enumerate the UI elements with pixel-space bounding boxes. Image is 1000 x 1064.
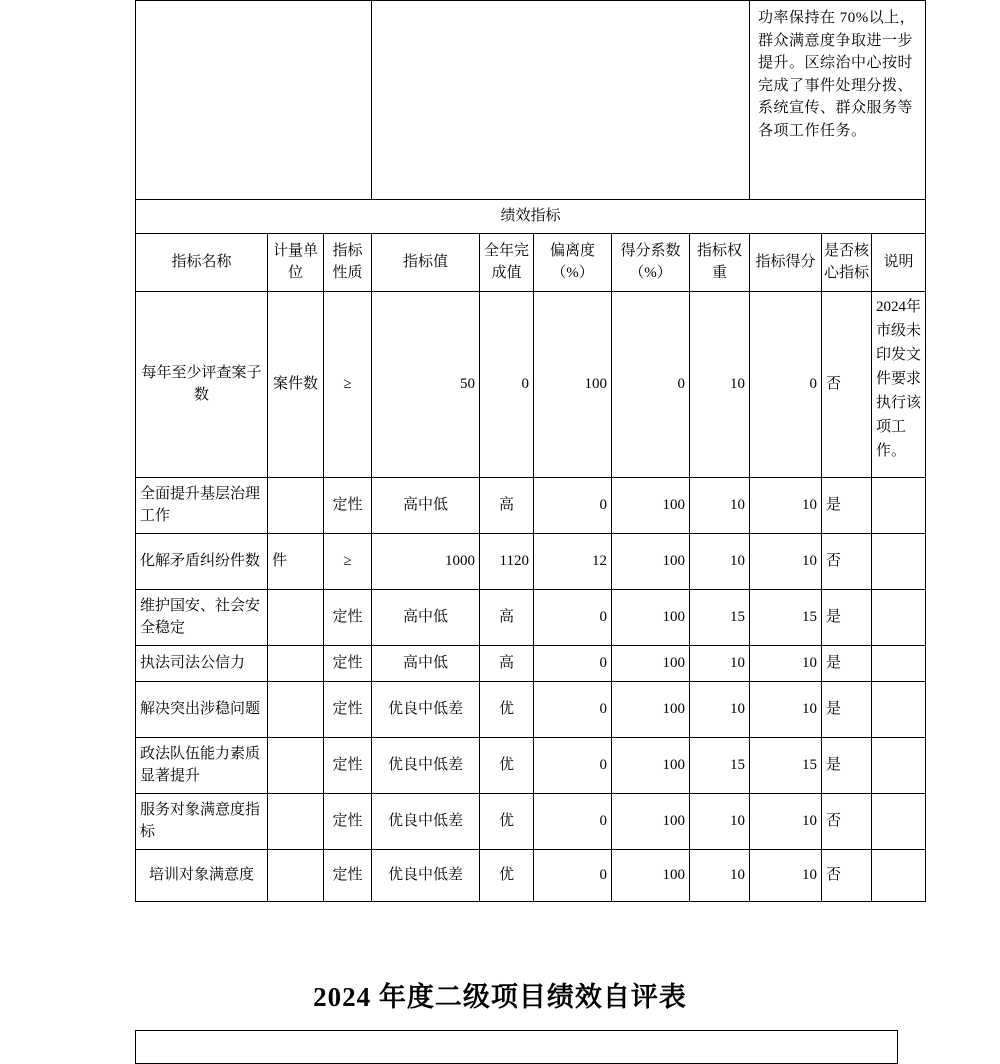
cell-note xyxy=(872,681,926,737)
column-header-target: 指标值 xyxy=(372,233,480,291)
cell-core: 否 xyxy=(822,849,872,901)
cell-coefficient: 100 xyxy=(612,589,690,645)
section-label-row xyxy=(136,200,926,234)
cell-target: 高中低 xyxy=(372,589,480,645)
cell-actual: 优 xyxy=(480,849,534,901)
cell-nature: 定性 xyxy=(324,589,372,645)
cell-deviation: 0 xyxy=(534,793,612,849)
cell-score: 10 xyxy=(750,849,822,901)
cell-deviation: 0 xyxy=(534,645,612,681)
cell-core: 否 xyxy=(822,533,872,589)
cell-target: 优良中低差 xyxy=(372,849,480,901)
cell-indicator-name: 维护国安、社会安全稳定 xyxy=(136,589,268,645)
cell-core: 是 xyxy=(822,589,872,645)
cell-nature: ≥ xyxy=(324,291,372,477)
cell-target: 高中低 xyxy=(372,645,480,681)
narrative-row xyxy=(136,1,926,200)
next-table-stub xyxy=(135,1030,898,1064)
cell-actual: 优 xyxy=(480,793,534,849)
cell-unit xyxy=(268,589,324,645)
cell-weight: 10 xyxy=(690,645,750,681)
cell-target: 高中低 xyxy=(372,477,480,533)
cell-core: 否 xyxy=(822,291,872,477)
cell-nature: 定性 xyxy=(324,849,372,901)
cell-coefficient: 100 xyxy=(612,645,690,681)
cell-unit xyxy=(268,681,324,737)
column-header-nature: 指标性质 xyxy=(324,233,372,291)
cell-core: 是 xyxy=(822,681,872,737)
cell-weight: 15 xyxy=(690,737,750,793)
cell-core: 否 xyxy=(822,793,872,849)
column-header-name: 指标名称 xyxy=(136,233,268,291)
column-header-note: 说明 xyxy=(872,233,926,291)
table-row xyxy=(136,533,926,589)
cell-actual: 高 xyxy=(480,645,534,681)
cell-nature: 定性 xyxy=(324,477,372,533)
cell-indicator-name: 每年至少评查案子数 xyxy=(136,291,268,477)
cell-unit xyxy=(268,737,324,793)
cell-deviation: 0 xyxy=(534,589,612,645)
column-header-unit: 计量单位 xyxy=(268,233,324,291)
cell-weight: 10 xyxy=(690,681,750,737)
performance-indicator-table xyxy=(135,0,926,902)
page-title: 2024 年度二级项目绩效自评表 xyxy=(313,982,687,1012)
cell-coefficient: 100 xyxy=(612,533,690,589)
cell-indicator-name: 执法司法公信力 xyxy=(136,645,268,681)
cell-indicator-name: 政法队伍能力素质显著提升 xyxy=(136,737,268,793)
cell-core: 是 xyxy=(822,645,872,681)
cell-indicator-name: 全面提升基层治理工作 xyxy=(136,477,268,533)
cell-unit xyxy=(268,793,324,849)
cell-coefficient: 100 xyxy=(612,681,690,737)
narrative-empty-middle xyxy=(372,1,750,200)
table-row xyxy=(136,737,926,793)
cell-note xyxy=(872,793,926,849)
cell-score: 15 xyxy=(750,737,822,793)
table-row xyxy=(136,849,926,901)
table-row xyxy=(136,793,926,849)
cell-nature: 定性 xyxy=(324,793,372,849)
cell-weight: 10 xyxy=(690,291,750,477)
cell-indicator-name: 解决突出涉稳问题 xyxy=(136,681,268,737)
cell-actual: 0 xyxy=(480,291,534,477)
cell-indicator-name: 化解矛盾纠纷件数 xyxy=(136,533,268,589)
cell-nature: 定性 xyxy=(324,737,372,793)
cell-note xyxy=(872,589,926,645)
cell-weight: 10 xyxy=(690,849,750,901)
cell-target: 优良中低差 xyxy=(372,737,480,793)
column-header-actual: 全年完成值 xyxy=(480,233,534,291)
table-header-row xyxy=(136,233,926,291)
column-header-coefficient: 得分系数（%） xyxy=(612,233,690,291)
cell-deviation: 0 xyxy=(534,849,612,901)
cell-score: 10 xyxy=(750,477,822,533)
cell-unit xyxy=(268,645,324,681)
cell-deviation: 0 xyxy=(534,681,612,737)
cell-coefficient: 0 xyxy=(612,291,690,477)
cell-weight: 10 xyxy=(690,477,750,533)
cell-indicator-name: 培训对象满意度 xyxy=(136,849,268,901)
section-label: 绩效指标 xyxy=(136,200,926,234)
cell-indicator-name: 服务对象满意度指标 xyxy=(136,793,268,849)
cell-target: 优良中低差 xyxy=(372,793,480,849)
cell-actual: 高 xyxy=(480,477,534,533)
cell-weight: 15 xyxy=(690,589,750,645)
cell-deviation: 0 xyxy=(534,737,612,793)
narrative-text: 功率保持在 70%以上，群众满意度争取进一步提升。区综治中心按时完成了事件处理分拨、系统宣传、群众服务等各项工作任务。 xyxy=(750,1,926,200)
cell-weight: 10 xyxy=(690,793,750,849)
cell-deviation: 100 xyxy=(534,291,612,477)
cell-actual: 1120 xyxy=(480,533,534,589)
cell-note xyxy=(872,477,926,533)
cell-score: 0 xyxy=(750,291,822,477)
cell-score: 10 xyxy=(750,681,822,737)
cell-nature: 定性 xyxy=(324,645,372,681)
cell-note xyxy=(872,737,926,793)
cell-core: 是 xyxy=(822,737,872,793)
cell-note xyxy=(872,533,926,589)
cell-coefficient: 100 xyxy=(612,737,690,793)
cell-note xyxy=(872,849,926,901)
column-header-score: 指标得分 xyxy=(750,233,822,291)
cell-actual: 优 xyxy=(480,681,534,737)
cell-score: 10 xyxy=(750,645,822,681)
column-header-weight: 指标权重 xyxy=(690,233,750,291)
table-row xyxy=(136,1031,898,1064)
cell-coefficient: 100 xyxy=(612,477,690,533)
cell-deviation: 0 xyxy=(534,477,612,533)
cell-note: 2024年市级未印发文件要求执行该项工作。 xyxy=(872,291,926,477)
narrative-empty-left xyxy=(136,1,372,200)
cell-actual: 高 xyxy=(480,589,534,645)
cell-weight: 10 xyxy=(690,533,750,589)
cell-score: 10 xyxy=(750,533,822,589)
cell-coefficient: 100 xyxy=(612,793,690,849)
stub-cell xyxy=(136,1031,898,1064)
cell-actual: 优 xyxy=(480,737,534,793)
column-header-deviation: 偏离度（%） xyxy=(534,233,612,291)
cell-nature: 定性 xyxy=(324,681,372,737)
cell-nature: ≥ xyxy=(324,533,372,589)
cell-target: 1000 xyxy=(372,533,480,589)
cell-score: 10 xyxy=(750,793,822,849)
table-row xyxy=(136,589,926,645)
table-row xyxy=(136,291,926,477)
cell-note xyxy=(872,645,926,681)
table-row xyxy=(136,477,926,533)
cell-target: 优良中低差 xyxy=(372,681,480,737)
cell-deviation: 12 xyxy=(534,533,612,589)
cell-score: 15 xyxy=(750,589,822,645)
cell-unit xyxy=(268,849,324,901)
cell-unit xyxy=(268,477,324,533)
table-row xyxy=(136,645,926,681)
cell-unit: 件 xyxy=(268,533,324,589)
cell-coefficient: 100 xyxy=(612,849,690,901)
column-header-core: 是否核心指标 xyxy=(822,233,872,291)
cell-core: 是 xyxy=(822,477,872,533)
cell-unit: 案件数 xyxy=(268,291,324,477)
table-row xyxy=(136,681,926,737)
cell-target: 50 xyxy=(372,291,480,477)
